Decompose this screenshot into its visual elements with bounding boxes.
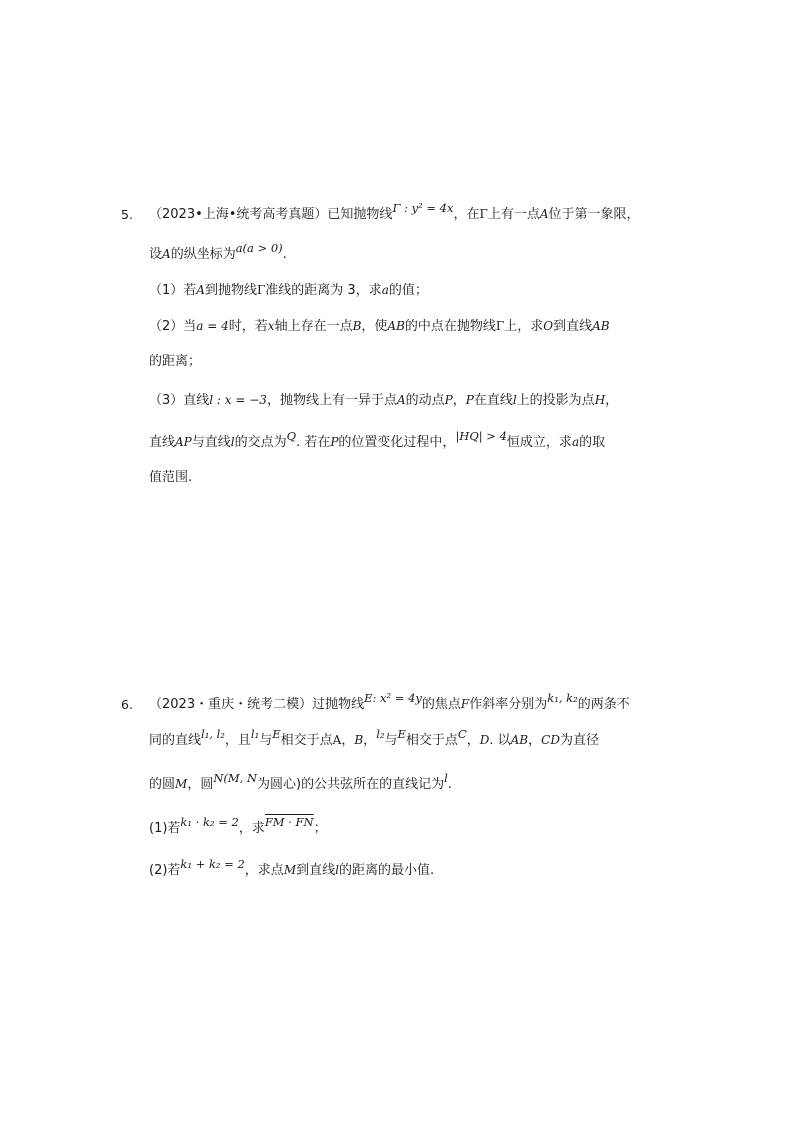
question-3-line-1: （3）直线l : x = −3，抛物线上有一异于点A的动点P，P在直线l上的投影为点H， — [149, 393, 619, 408]
question-1: (1)若k₁ · k₂ = 2，求FM · FN； — [149, 815, 327, 836]
question-3-line-3: 值范围. — [149, 470, 193, 485]
problem-source: （2023•上海•统考高考真题） — [149, 207, 328, 222]
problem-stem-line-1: （2023・重庆・统考二模）过抛物线E: x² = 4y的焦点F作斜率分别为k₁, k₂的两条不 — [149, 691, 630, 712]
question-3-line-2: 直线AP与直线l的交点为Q. 若在P的位置变化过程中，|HQ| > 4恒成立，求a的取 — [149, 429, 606, 450]
question-2-line-1: （2）当a = 4时，若x轴上存在一点B，使AB的中点在抛物线Γ上，求O到直线AB — [149, 319, 610, 334]
question-2: (2)若k₁ + k₂ = 2，求点M到直线l的距离的最小值. — [149, 857, 435, 878]
question-2-line-2: 的距离； — [149, 354, 202, 369]
question-1: （1）若A到抛物线Γ准线的距离为 3，求a的值； — [149, 283, 428, 298]
vector-product: FM · FN — [264, 815, 314, 829]
problem-number: 5. — [121, 207, 133, 222]
problem-stem-line-2: 同的直线l₁, l₂，且l₁与E相交于点A，B，l₂与E相交于点C，D. 以AB，CD为直径 — [149, 727, 599, 748]
problem-stem-line-3: 的圆M，圆N(M, N为圆心)的公共弦所在的直线记为l. — [149, 771, 452, 792]
problem-source: （2023・重庆・统考二模） — [149, 697, 313, 712]
math-parabola: Γ : y² = 4x — [392, 201, 454, 215]
problem-number: 6. — [121, 697, 133, 712]
problem-stem-line-1: （2023•上海•统考高考真题）已知抛物线Γ : y² = 4x，在Γ上有一点A位于第一象限， — [149, 201, 640, 222]
problem-stem-line-2: 设A的纵坐标为a(a > 0). — [149, 241, 287, 262]
